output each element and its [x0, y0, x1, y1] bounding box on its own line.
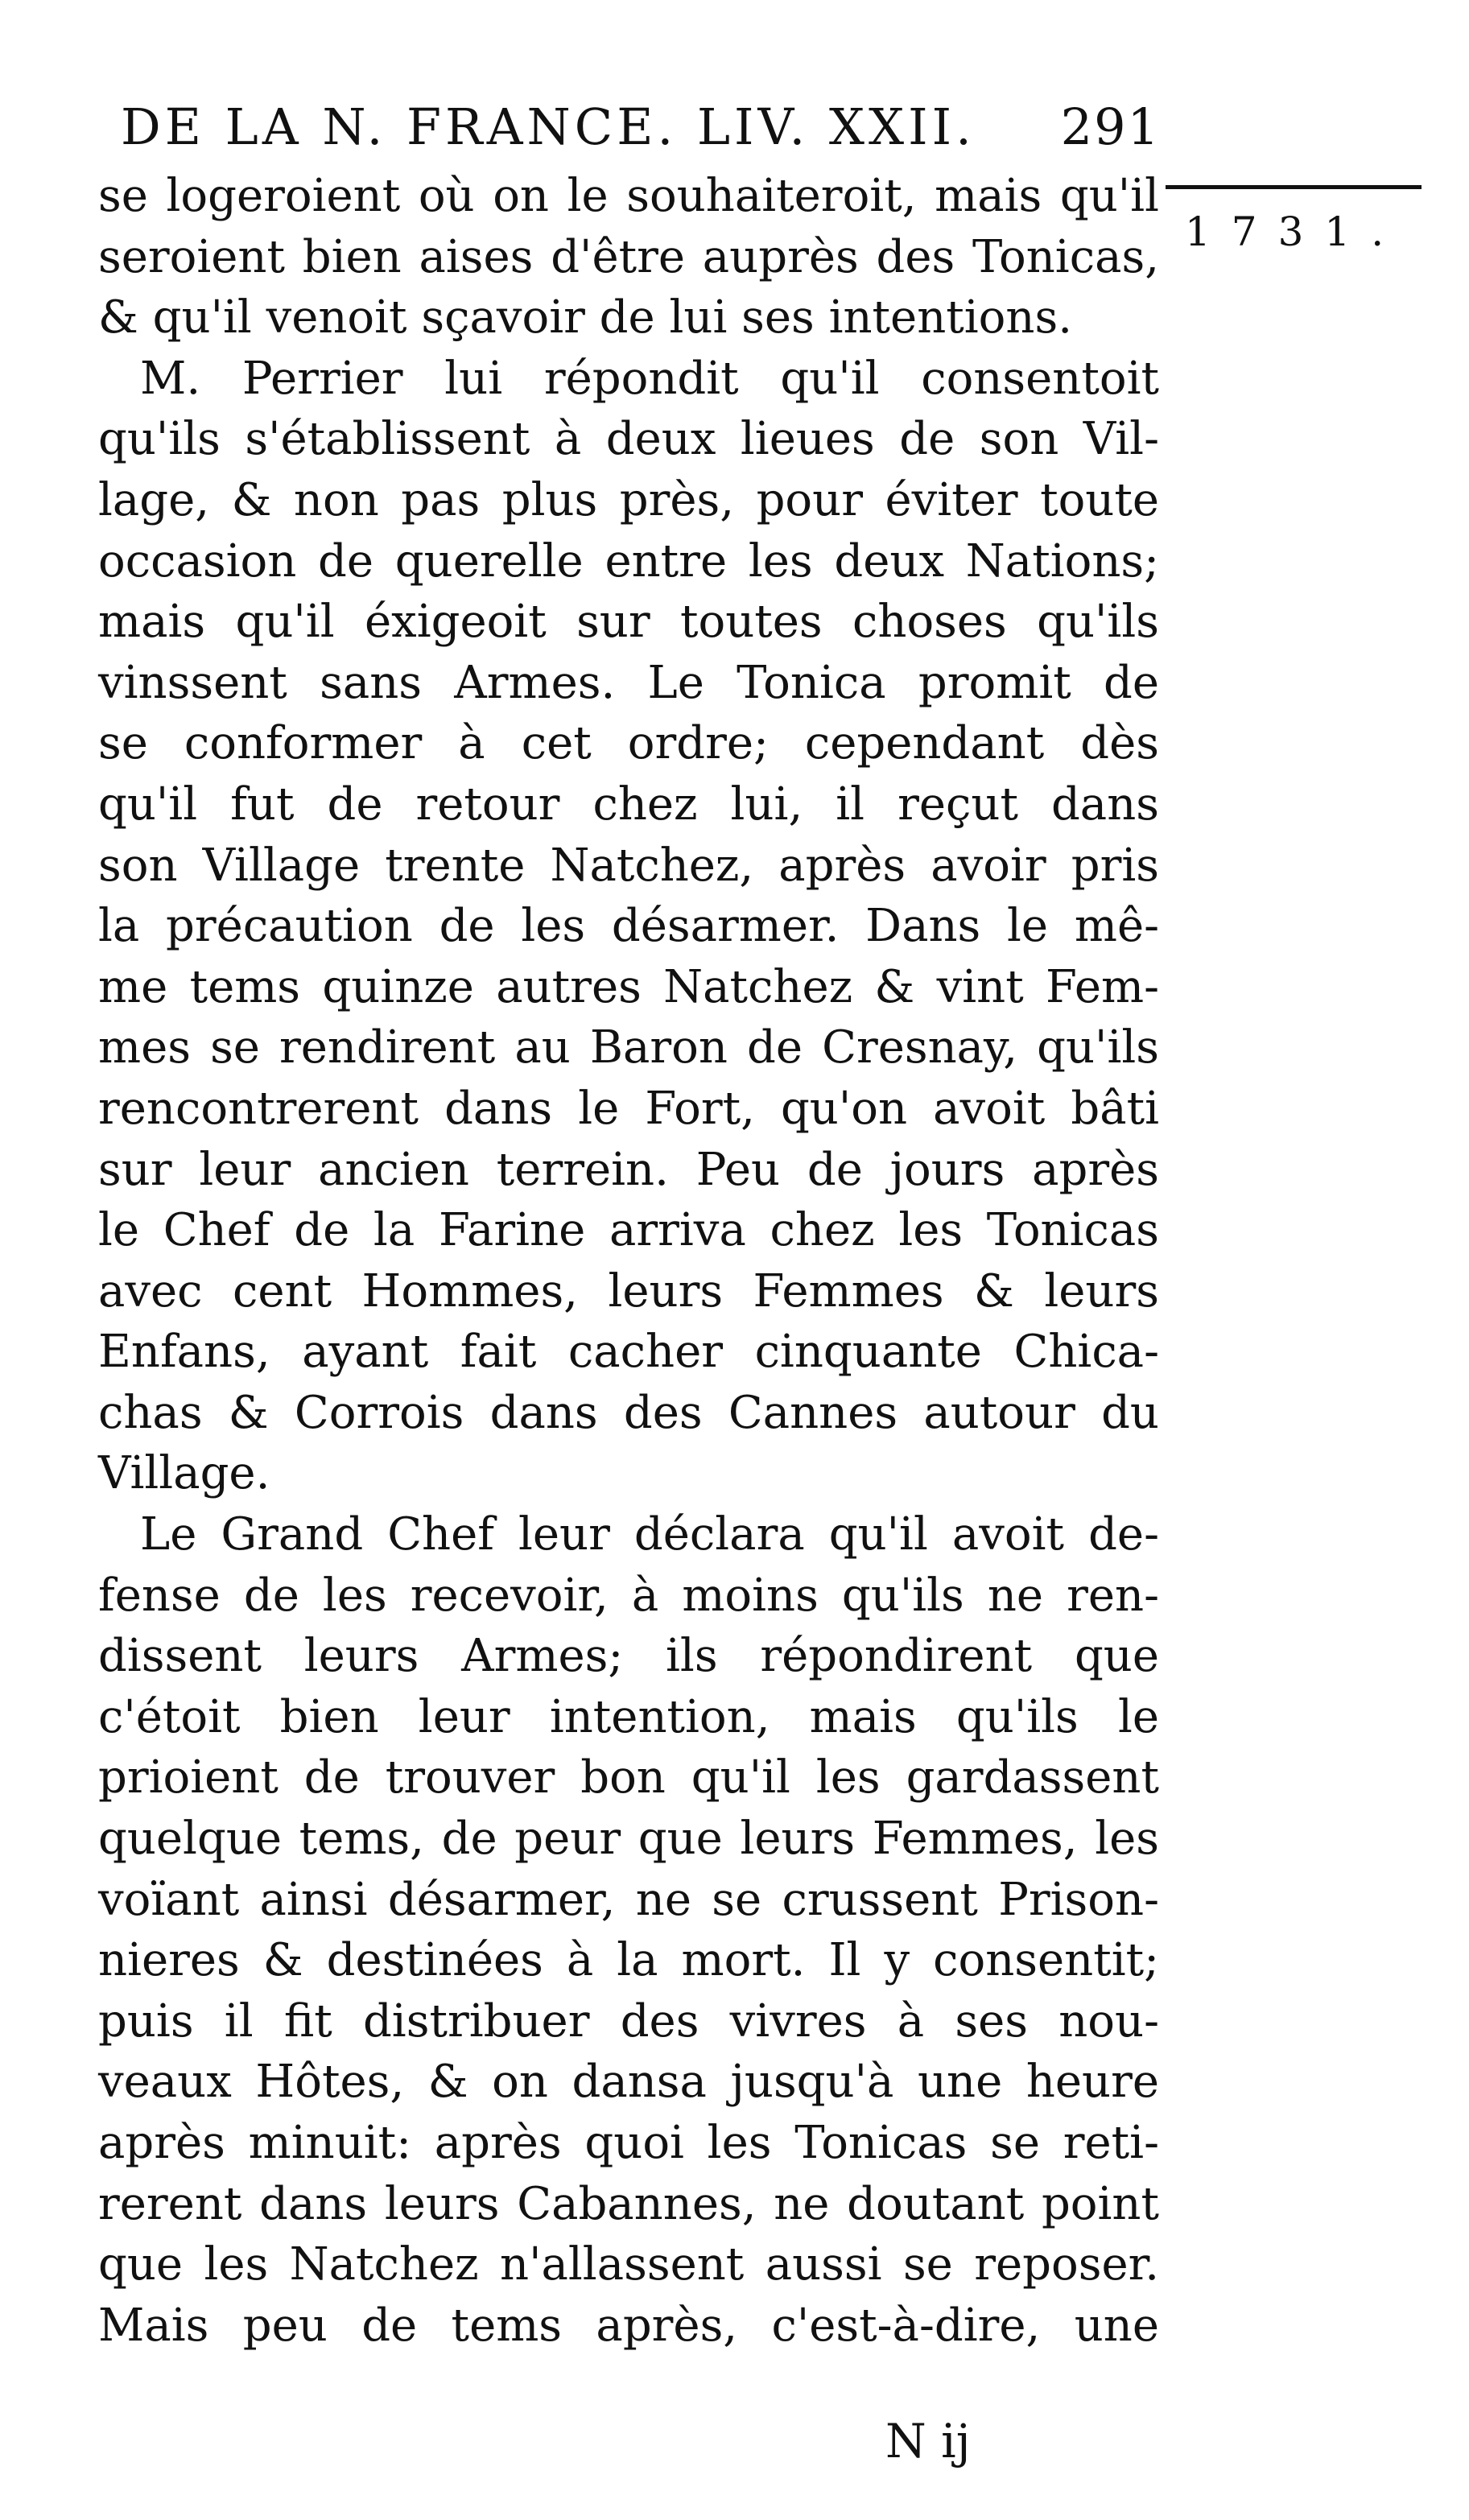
text-line: se conformer à cet ordre; cependant dès — [98, 717, 1159, 770]
text-line: Village. — [98, 1447, 270, 1500]
text-line: que les Natchez n'allassent aussi se reposer. — [98, 2238, 1159, 2291]
signature-mark: N ij — [885, 2414, 971, 2468]
text-line: veaux Hôtes, & on dansa jusqu'à une heure — [98, 2056, 1159, 2109]
text-line: quelque tems, de peur que leurs Femmes, les — [98, 1813, 1159, 1866]
text-line: Mais peu de tems après, c'est-à-dire, une — [98, 2299, 1159, 2352]
text-line: mes se rendirent au Baron de Cresnay, qu'ils — [98, 1021, 1159, 1074]
text-line: vinssent sans Armes. Le Tonica promit de — [98, 656, 1159, 709]
text-line: son Village trente Natchez, après avoir pris — [98, 839, 1159, 892]
text-line: seroient bien aises d'être auprès des Tonicas, — [98, 230, 1159, 283]
text-line: dissent leurs Armes; ils répondirent que — [98, 1630, 1159, 1683]
text-line: chas & Corrois dans des Cannes autour du — [98, 1386, 1159, 1439]
text-line: nieres & destinées à la mort. Il y consentit; — [98, 1934, 1159, 1987]
text-line: Le Grand Chef leur déclara qu'il avoit de- — [140, 1508, 1159, 1561]
text-line: me tems quinze autres Natchez & vint Fem- — [98, 960, 1159, 1013]
text-line: qu'ils s'établissent à deux lieues de son Vil- — [98, 413, 1159, 466]
text-line: M. Perrier lui répondit qu'il consentoit — [140, 352, 1159, 405]
page-number: 291 — [1060, 97, 1161, 156]
text-line: c'étoit bien leur intention, mais qu'ils le — [98, 1690, 1159, 1743]
text-line: après minuit: après quoi les Tonicas se reti- — [98, 2117, 1159, 2169]
text-line: la précaution de les désarmer. Dans le mê- — [98, 900, 1159, 953]
text-line: rencontrerent dans le Fort, qu'on avoit bâti — [98, 1082, 1159, 1135]
text-line: Enfans, ayant fait cacher cinquante Chica- — [98, 1326, 1159, 1379]
text-line: qu'il fut de retour chez lui, il reçut dans — [98, 777, 1159, 831]
text-line: voïant ainsi désarmer, ne se crussent Prison- — [98, 1873, 1159, 1926]
running-head — [121, 95, 1167, 159]
text-line: sur leur ancien terrein. Peu de jours après — [98, 1143, 1159, 1196]
text-line: le Chef de la Farine arriva chez les Tonicas — [98, 1204, 1159, 1257]
text-line: se logeroient où on le souhaiteroit, mais qu'il — [98, 170, 1159, 222]
text-line: occasion de querelle entre les deux Nations; — [98, 534, 1159, 588]
margin-rule — [1166, 185, 1422, 189]
margin-year: 1731. — [1185, 208, 1405, 255]
text-line: fense de les recevoir, à moins qu'ils ne ren- — [98, 1569, 1159, 1622]
text-line: & qu'il venoit sçavoir de lui ses intentions. — [98, 291, 1072, 344]
body-text — [98, 166, 1159, 2356]
text-line: mais qu'il éxigeoit sur toutes choses qu'ils — [98, 596, 1159, 649]
text-line: lage, & non pas plus près, pour éviter toute — [98, 473, 1159, 526]
text-line: puis il fit distribuer des vivres à ses nou- — [98, 1994, 1159, 2048]
text-line: rerent dans leurs Cabannes, ne doutant point — [98, 2177, 1159, 2230]
text-line: avec cent Hommes, leurs Femmes & leurs — [98, 1264, 1159, 1318]
text-line: prioient de trouver bon qu'il les gardassent — [98, 1751, 1159, 1804]
running-head-title: DE LA N. FRANCE. LIV. XXII. — [121, 97, 976, 156]
